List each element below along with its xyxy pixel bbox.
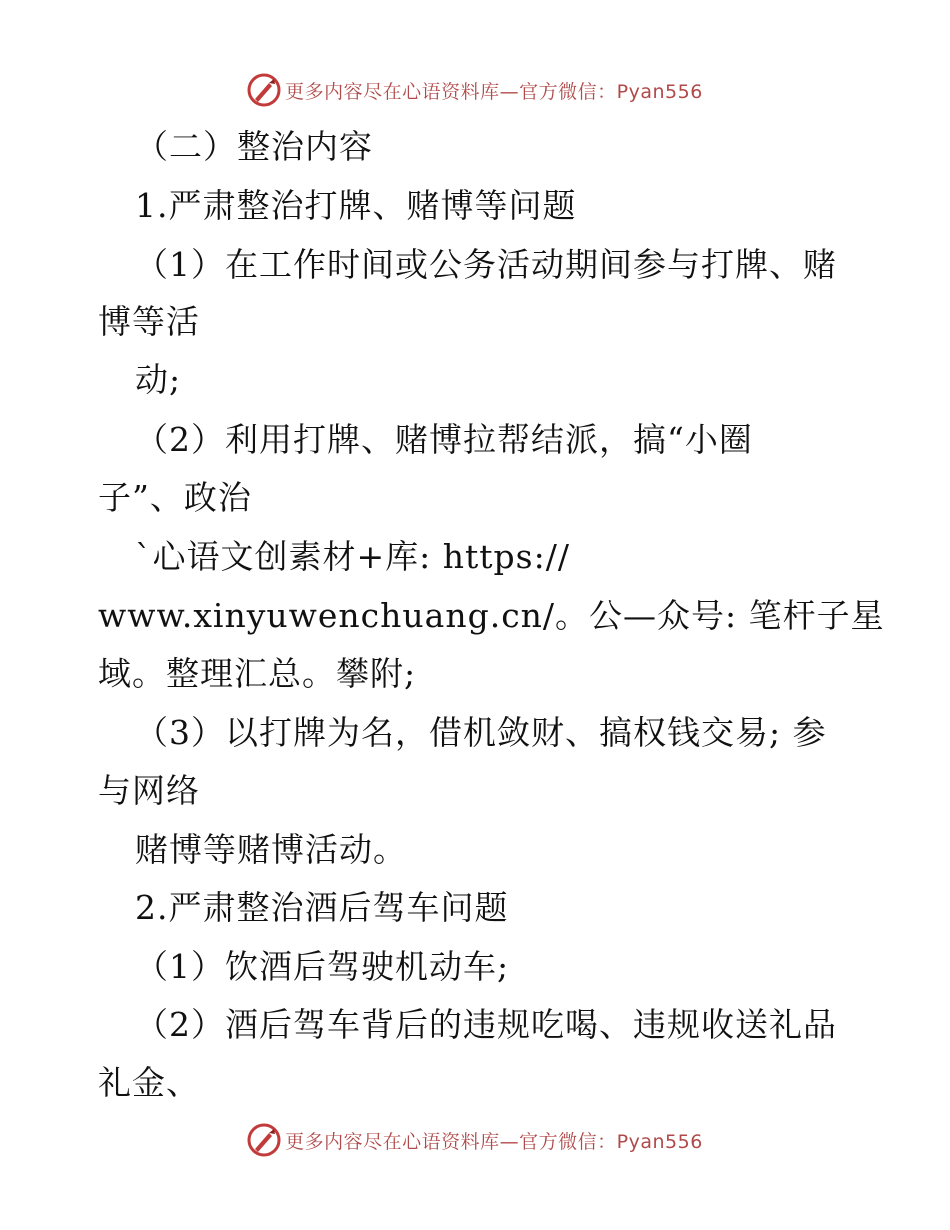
paragraph-line: 子”、政治 xyxy=(98,478,252,517)
watermark-text: 更多内容尽在心语资料库—官方微信：Pyan556 xyxy=(285,1130,703,1153)
paragraph-line: 礼金、 xyxy=(98,1063,200,1102)
paragraph-line: www.xinyuwenchuang.cn/。公—众号: 笔杆子星 xyxy=(98,596,885,635)
paragraph-line: `心语文创素材+库: https:// xyxy=(135,537,570,576)
pen-logo-icon xyxy=(247,1123,281,1157)
paragraph-line: 赌博等赌博活动。 xyxy=(135,830,407,869)
paragraph-line: 与网络 xyxy=(98,771,200,810)
paragraph-line: （3）以打牌为名，借机敛财、搞权钱交易; 参 xyxy=(135,713,827,752)
pen-logo-icon xyxy=(247,73,281,107)
header-watermark xyxy=(0,70,950,110)
subsection-heading: 2.严肃整治酒后驾车问题 xyxy=(135,888,509,927)
subsection-heading: 1.严肃整治打牌、赌博等问题 xyxy=(135,186,577,225)
paragraph-line: （2）利用打牌、赌博拉帮结派，搞“小圈 xyxy=(135,420,753,459)
section-heading: （二）整治内容 xyxy=(135,127,373,166)
paragraph-line: （1）饮酒后驾驶机动车; xyxy=(135,947,510,986)
paragraph-line: 博等活 xyxy=(98,302,200,341)
paragraph-line: 动; xyxy=(135,360,182,399)
paragraph-line: （2）酒后驾车背后的违规吃喝、违规收送礼品 xyxy=(135,1005,837,1044)
watermark-text: 更多内容尽在心语资料库—官方微信：Pyan556 xyxy=(285,80,703,103)
paragraph-line: （1）在工作时间或公务活动期间参与打牌、赌 xyxy=(135,245,837,284)
footer-watermark xyxy=(0,1120,950,1160)
paragraph-line: 域。整理汇总。攀附; xyxy=(98,654,417,693)
